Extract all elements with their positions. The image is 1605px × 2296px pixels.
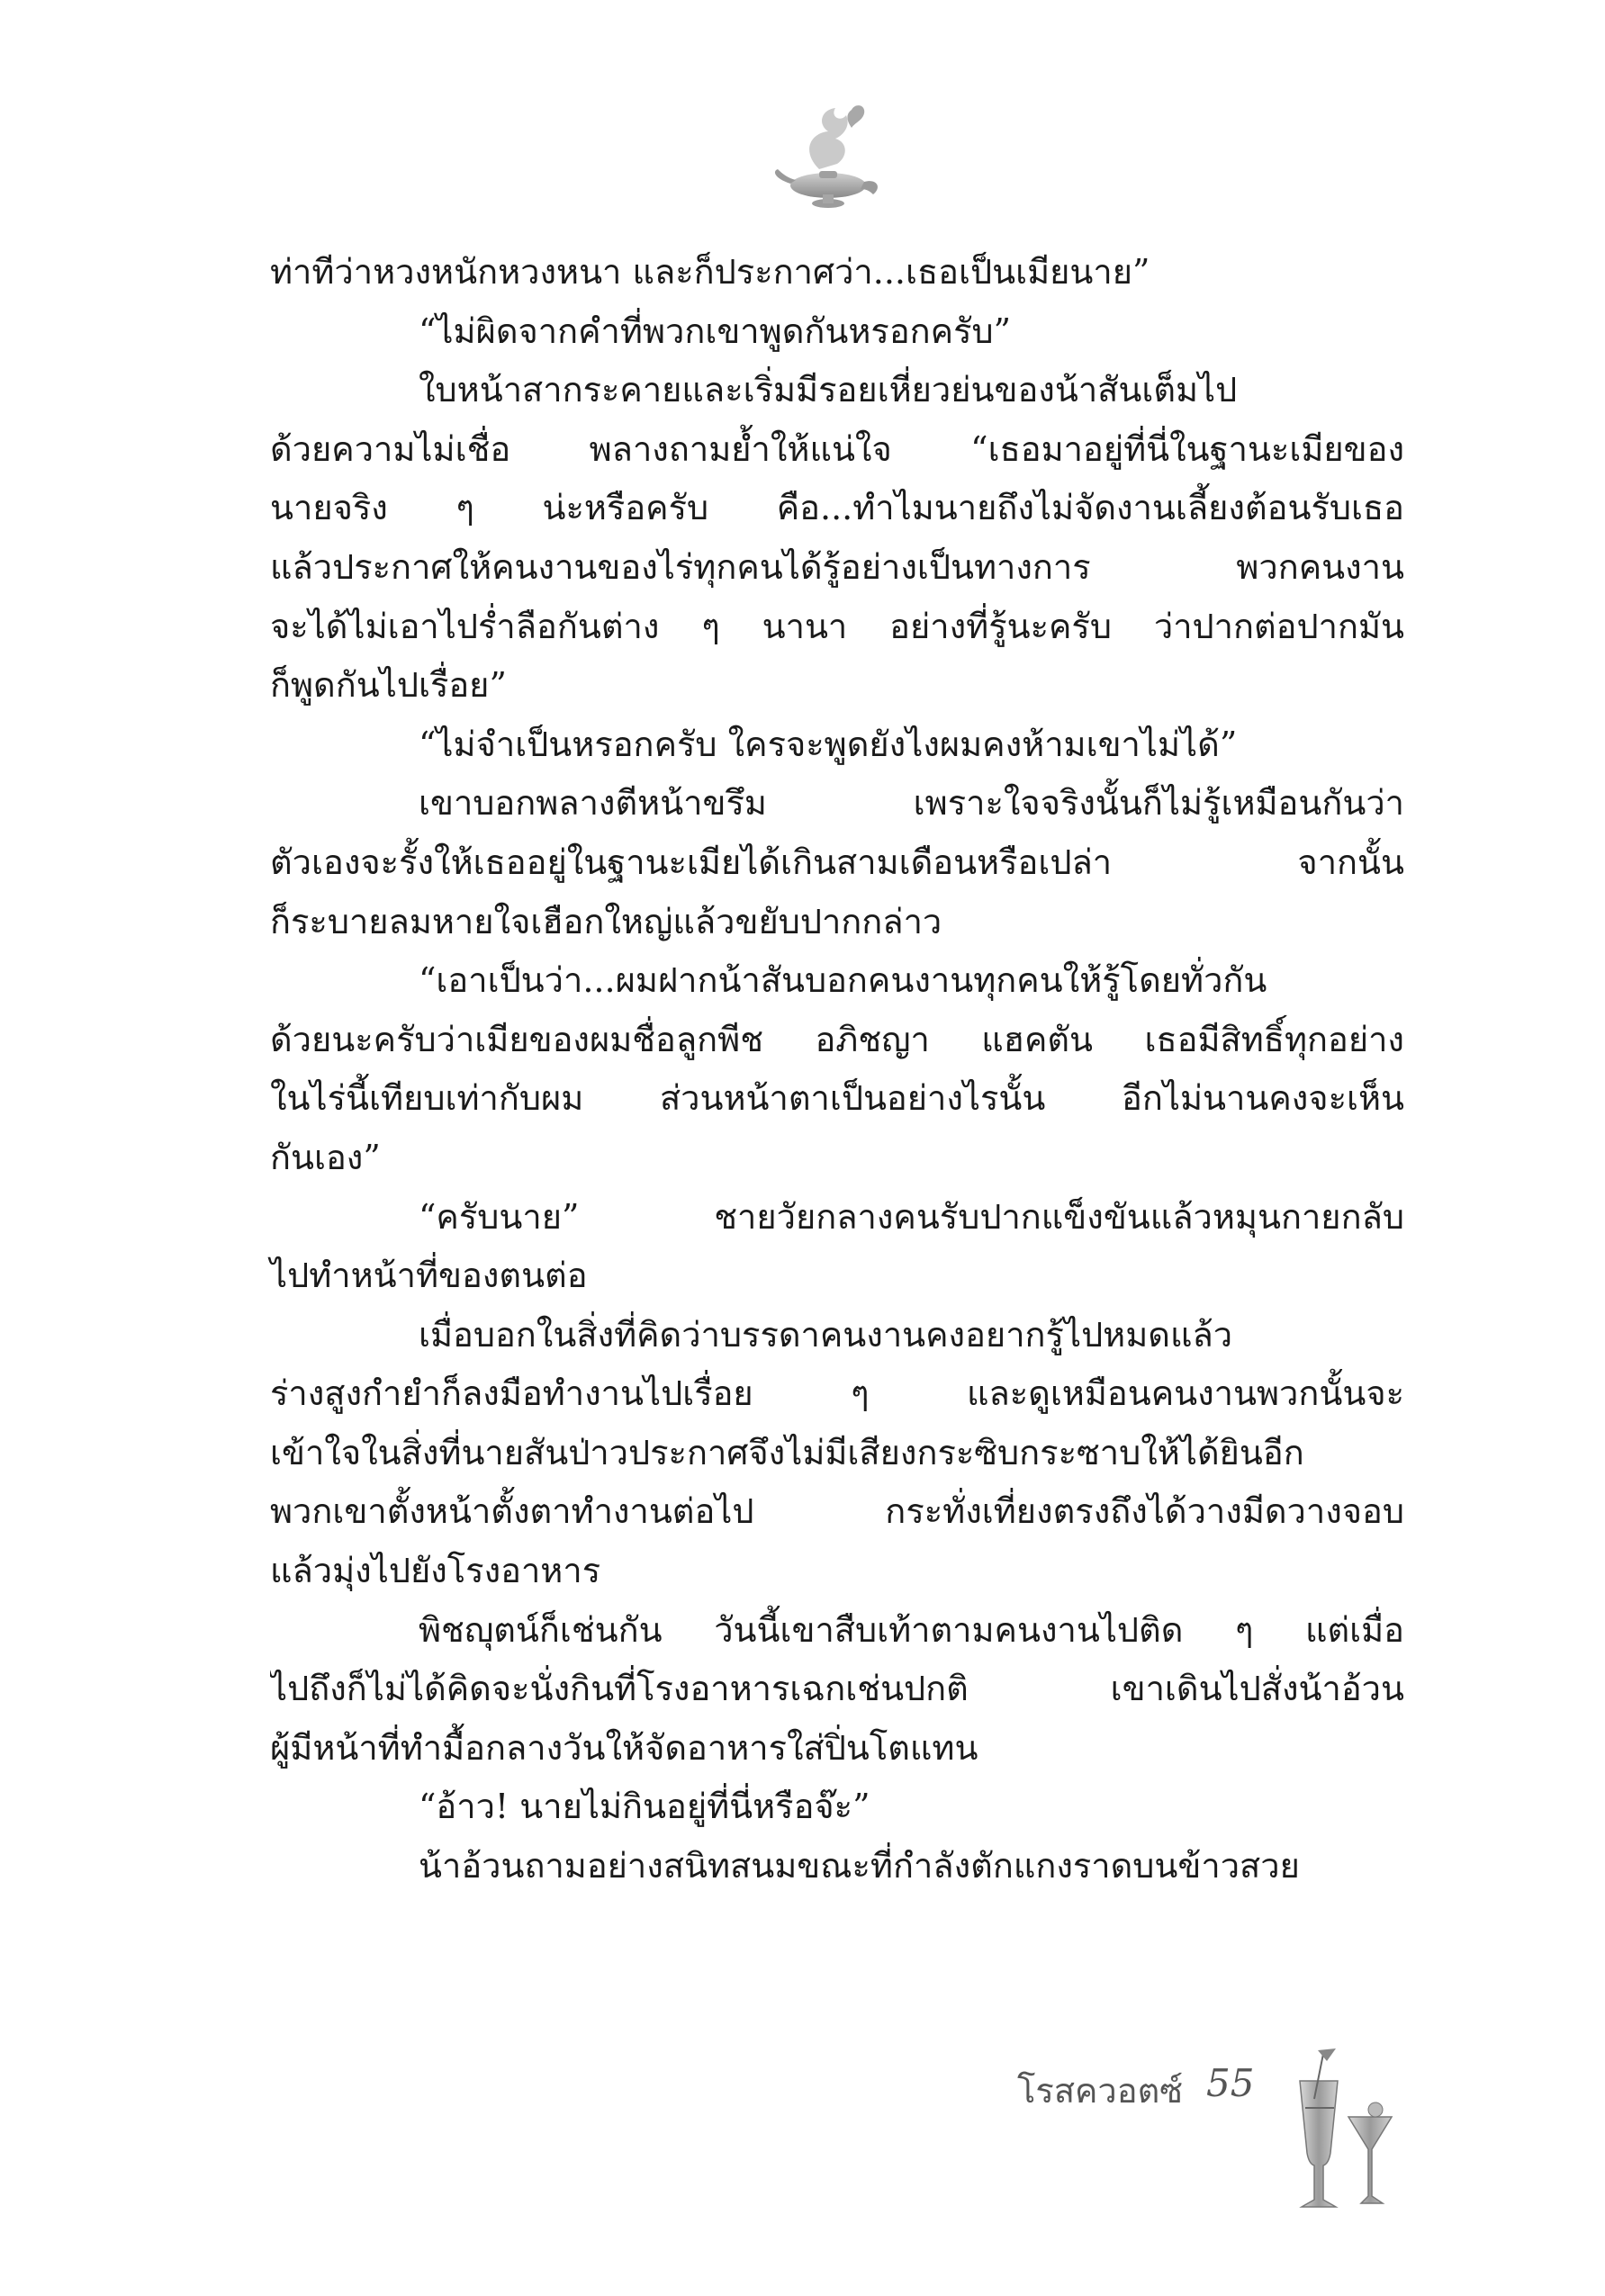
text-line: ไปถึงก็ไม่ได้คิดจะนั่งกินที่โรงอาหารเฉกเช่นปกติ เขาเดินไปสั่งน้าอ้วน (270, 1669, 1404, 1709)
text-line: พิชญุตน์ก็เช่นกัน วันนี้เขาสืบเท้าตามคนงานไปติด ๆ แต่เมื่อ (419, 1609, 1404, 1650)
text-line: กันเอง” (270, 1137, 381, 1177)
text-line: แล้วมุ่งไปยังโรงอาหาร (270, 1551, 601, 1591)
text-line: ก็ระบายลมหายใจเฮือกใหญ่แล้วขยับปากกล่าว (270, 901, 942, 941)
body-text (270, 243, 1404, 1896)
page-number: 55 (1206, 2061, 1255, 2105)
text-line: ด้วยความไม่เชื่อ พลางถามย้ำให้แน่ใจ “เธอมาอยู่ที่นี่ในฐานะเมียของ (270, 428, 1404, 469)
text-line: “ไม่จำเป็นหรอกครับ ใครจะพูดยังไงผมคงห้ามเขาไม่ได้” (419, 724, 1238, 764)
text-line: ก็พูดกันไปเรื่อย” (270, 665, 507, 706)
text-line: “ครับนาย” ชายวัยกลางคนรับปากแข็งขันแล้วหมุนกายกลับ (419, 1196, 1404, 1237)
cocktail-glasses-icon (1287, 2045, 1395, 2225)
text-line: “เอาเป็นว่า...ผมฝากน้าสันบอกคนงานทุกคนให้รู้โดยทั่วกัน (419, 960, 1267, 1001)
text-line: ท่าทีว่าหวงหนักหวงหนา และก็ประกาศว่า...เธอเป็นเมียนาย” (270, 252, 1150, 292)
text-line: ร่างสูงกำยำก็ลงมือทำงานไปเรื่อย ๆ และดูเหมือนคนงานพวกนั้นจะ (270, 1373, 1404, 1414)
text-line: นายจริง ๆ น่ะหรือครับ คือ...ทำไมนายถึงไม่จัดงานเลี้ยงต้อนรับเธอ (270, 488, 1404, 528)
text-line: ด้วยนะครับว่าเมียของผมชื่อลูกพีช อภิชญา แฮคตัน เธอมีสิทธิ์ทุกอย่าง (270, 1019, 1404, 1059)
text-line: “อ้าว! นายไม่กินอยู่ที่นี่หรือจ๊ะ” (419, 1787, 870, 1827)
text-line: เมื่อบอกในสิ่งที่คิดว่าบรรดาคนงานคงอยากรู้ไปหมดแล้ว (419, 1314, 1233, 1355)
lamp-ornament-icon (765, 97, 891, 223)
page-footer (990, 2045, 1395, 2225)
text-line: เข้าใจในสิ่งที่นายสันป่าวประกาศจึงไม่มีเสียงกระซิบกระซาบให้ได้ยินอีก (270, 1432, 1304, 1472)
text-line: ผู้มีหน้าที่ทำมื้อกลางวันให้จัดอาหารใส่ปิ่นโตแทน (270, 1727, 978, 1768)
text-line: เขาบอกพลางตีหน้าขรึม เพราะใจจริงนั้นก็ไม่รู้เหมือนกันว่า (419, 783, 1404, 824)
text-line: แล้วประกาศให้คนงานของไร่ทุกคนได้รู้อย่างเป็นทางการ พวกคนงาน (270, 546, 1404, 587)
text-line: ในไร่นี้เทียบเท่ากับผม ส่วนหน้าตาเป็นอย่างไรนั้น อีกไม่นานคงจะเห็น (270, 1078, 1404, 1119)
text-line: ตัวเองจะรั้งให้เธออยู่ในฐานะเมียได้เกินสามเดือนหรือเปล่า จากนั้น (270, 842, 1404, 882)
text-line: จะได้ไม่เอาไปร่ำลือกันต่าง ๆ นานา อย่างที่รู้นะครับ ว่าปากต่อปากมัน (270, 606, 1404, 646)
text-line: ไปทำหน้าที่ของตนต่อ (270, 1256, 588, 1296)
text-line: น้าอ้วนถามอย่างสนิทสนมขณะที่กำลังตักแกงราดบนข้าวสวย (419, 1846, 1300, 1886)
text-line: พวกเขาตั้งหน้าตั้งตาทำงานต่อไป กระทั่งเที่ยงตรงถึงได้วางมีดวางจอบ (270, 1491, 1404, 1532)
text-line: “ไม่ผิดจากคำที่พวกเขาพูดกันหรอกครับ” (419, 311, 1012, 351)
running-title: โรสควอตซ์ (1017, 2071, 1184, 2111)
text-line: ใบหน้าสากระคายและเริ่มมีรอยเหี่ยวย่นของน้าสันเต็มไป (419, 370, 1238, 410)
